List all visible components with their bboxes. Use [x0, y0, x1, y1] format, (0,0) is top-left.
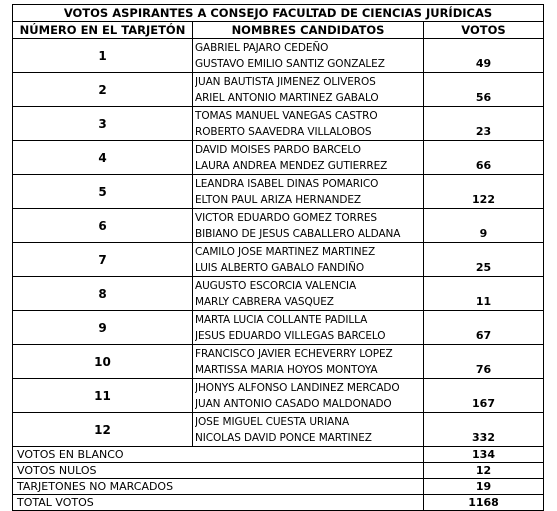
- ballot-number: 12: [13, 413, 193, 447]
- candidate-name-1: JOSE MIGUEL CUESTA URIANA: [195, 415, 350, 428]
- candidate-name-1: JUAN BAUTISTA JIMENEZ OLIVEROS: [195, 75, 376, 88]
- candidate-name-2: ARIEL ANTONIO MARTINEZ GABALO: [195, 91, 379, 104]
- candidate-name-2: JESUS EDUARDO VILLEGAS BARCELO: [195, 329, 386, 342]
- candidate-name-2: ROBERTO SAAVEDRA VILLALOBOS: [195, 125, 372, 138]
- summary-row: [13, 495, 544, 511]
- title-row: [13, 5, 544, 22]
- candidate-name-2: NICOLAS DAVID PONCE MARTINEZ: [195, 431, 372, 444]
- summary-value: 12: [424, 463, 544, 479]
- vote-count: 122: [424, 175, 544, 209]
- candidate-name-1: CAMILO JOSE MARTINEZ MARTINEZ: [195, 245, 376, 258]
- candidate-names: [193, 311, 424, 345]
- ballot-number: 5: [13, 175, 193, 209]
- candidate-name-2: JUAN ANTONIO CASADO MALDONADO: [195, 397, 392, 410]
- candidate-names: [193, 413, 424, 447]
- candidate-row: [13, 311, 544, 345]
- summary-value: 19: [424, 479, 544, 495]
- candidate-row: [13, 175, 544, 209]
- ballot-number: 4: [13, 141, 193, 175]
- candidate-names: [193, 243, 424, 277]
- ballot-number: 8: [13, 277, 193, 311]
- candidate-name-1: LEANDRA ISABEL DINAS POMARICO: [195, 177, 379, 190]
- candidate-name-1: TOMAS MANUEL VANEGAS CASTRO: [195, 109, 378, 122]
- summary-row: [13, 479, 544, 495]
- ballot-number: 9: [13, 311, 193, 345]
- candidate-name-2: GUSTAVO EMILIO SANTIZ GONZALEZ: [195, 57, 385, 70]
- candidate-names: [193, 345, 424, 379]
- ballot-number: 11: [13, 379, 193, 413]
- ballot-number: 3: [13, 107, 193, 141]
- candidate-name-2: MARLY CABRERA VASQUEZ: [195, 295, 334, 308]
- candidate-name-1: FRANCISCO JAVIER ECHEVERRY LOPEZ: [195, 347, 393, 360]
- candidate-row: [13, 73, 544, 107]
- summary-row: [13, 463, 544, 479]
- vote-count: 76: [424, 345, 544, 379]
- candidate-names: [193, 107, 424, 141]
- table-title: VOTOS ASPIRANTES A CONSEJO FACULTAD DE CIENCIAS JURÍDICAS: [13, 5, 544, 22]
- candidate-row: [13, 39, 544, 73]
- summary-label: TARJETONES NO MARCADOS: [13, 479, 424, 495]
- vote-count: 23: [424, 107, 544, 141]
- ballot-number: 10: [13, 345, 193, 379]
- candidate-row: [13, 243, 544, 277]
- summary-label: VOTOS EN BLANCO: [13, 447, 424, 463]
- candidate-names: [193, 175, 424, 209]
- candidate-names: [193, 73, 424, 107]
- vote-count: 56: [424, 73, 544, 107]
- vote-count: 11: [424, 277, 544, 311]
- ballot-number: 2: [13, 73, 193, 107]
- header-number: NÚMERO EN EL TARJETÓN: [13, 22, 193, 39]
- header-row: [13, 22, 544, 39]
- candidate-name-1: DAVID MOISES PARDO BARCELO: [195, 143, 361, 156]
- summary-row: [13, 447, 544, 463]
- summary-value: 134: [424, 447, 544, 463]
- vote-count: 49: [424, 39, 544, 73]
- candidate-name-1: VICTOR EDUARDO GOMEZ TORRES: [195, 211, 377, 224]
- candidate-row: [13, 209, 544, 243]
- candidate-name-1: GABRIEL PAJARO CEDEÑO: [195, 41, 329, 54]
- vote-count: 25: [424, 243, 544, 277]
- header-names: NOMBRES CANDIDATOS: [193, 22, 424, 39]
- summary-label: VOTOS NULOS: [13, 463, 424, 479]
- vote-count: 9: [424, 209, 544, 243]
- candidate-row: [13, 345, 544, 379]
- candidate-row: [13, 107, 544, 141]
- vote-count: 332: [424, 413, 544, 447]
- ballot-number: 7: [13, 243, 193, 277]
- candidate-row: [13, 413, 544, 447]
- candidate-name-1: JHONYS ALFONSO LANDINEZ MERCADO: [195, 381, 400, 394]
- candidate-row: [13, 277, 544, 311]
- ballot-number: 6: [13, 209, 193, 243]
- candidate-row: [13, 141, 544, 175]
- candidate-row: [13, 379, 544, 413]
- candidate-names: [193, 277, 424, 311]
- candidate-name-1: AUGUSTO ESCORCIA VALENCIA: [195, 279, 357, 292]
- header-votes: VOTOS: [424, 22, 544, 39]
- results-table: [12, 4, 544, 511]
- candidate-name-2: LUIS ALBERTO GABALO FANDIÑO: [195, 261, 365, 274]
- candidate-name-2: LAURA ANDREA MENDEZ GUTIERREZ: [195, 159, 388, 172]
- candidate-name-2: BIBIANO DE JESUS CABALLERO ALDANA: [195, 227, 401, 240]
- candidate-names: [193, 39, 424, 73]
- candidate-names: [193, 379, 424, 413]
- vote-count: 67: [424, 311, 544, 345]
- candidate-name-2: ELTON PAUL ARIZA HERNANDEZ: [195, 193, 361, 206]
- summary-value: 1168: [424, 495, 544, 511]
- candidate-name-1: MARTA LUCIA COLLANTE PADILLA: [195, 313, 368, 326]
- vote-count: 167: [424, 379, 544, 413]
- ballot-number: 1: [13, 39, 193, 73]
- vote-count: 66: [424, 141, 544, 175]
- summary-label: TOTAL VOTOS: [13, 495, 424, 511]
- candidate-names: [193, 209, 424, 243]
- candidate-names: [193, 141, 424, 175]
- candidate-name-2: MARTISSA MARIA HOYOS MONTOYA: [195, 363, 378, 376]
